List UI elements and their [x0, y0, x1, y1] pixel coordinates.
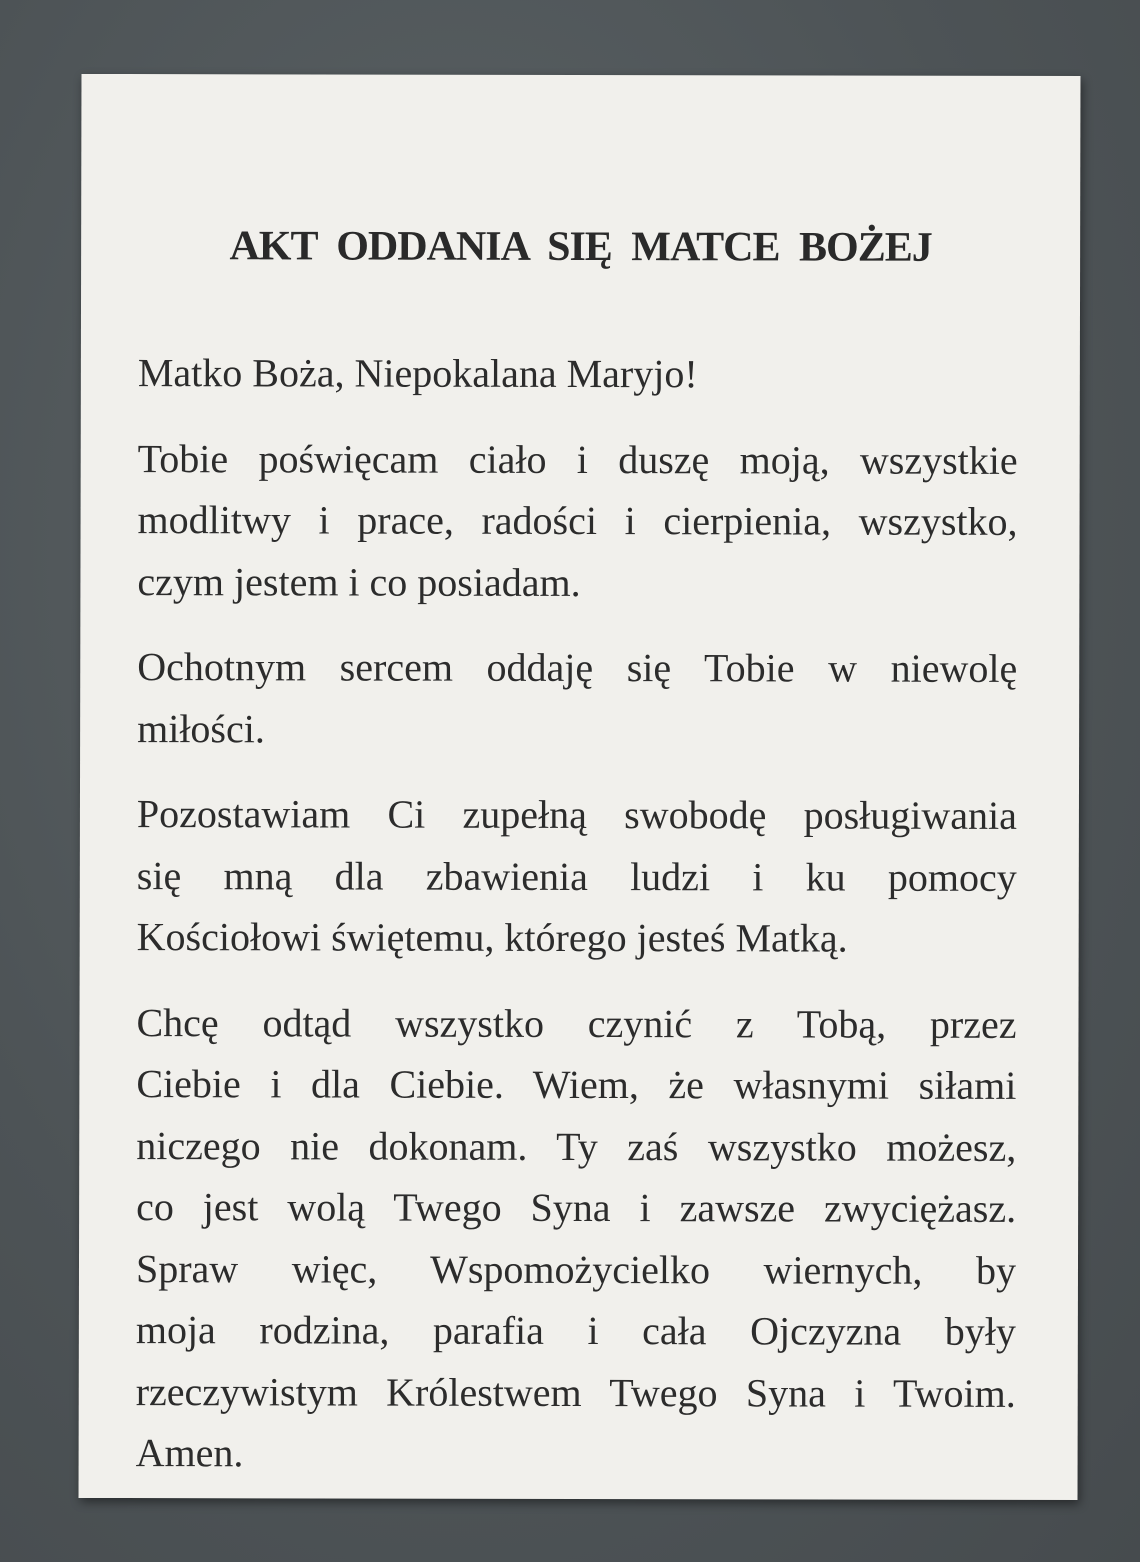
text-line: Chcę odtąd wszystko czynić z Tobą, przez: [136, 999, 1017, 1047]
text-line: Tobie poświęcam ciało i duszę moją, wszystkie: [137, 435, 1018, 483]
text-line: niczego nie dokonam. Ty zaś wszystko możesz,: [136, 1122, 1017, 1170]
text-line: się mną dla zbawienia ludzi i ku pomocy: [136, 852, 1017, 900]
text-line: Spraw więc, Wspomożycielko wiernych, by: [135, 1245, 1017, 1293]
text-line: Pozostawiam Ci zupełną swobodę posługiwania: [136, 791, 1017, 838]
paragraph-dedication: [137, 428, 1017, 614]
prayer-text: [135, 342, 1017, 1509]
text-line: rzeczywistym Królestwem Twego Syna i Twoim.: [135, 1368, 1016, 1416]
prayer-card: [79, 74, 1081, 1500]
paragraph-surrender: [137, 636, 1017, 761]
amen-line: Amen.: [135, 1430, 244, 1476]
text-line: czym jestem i co posiadam.: [137, 558, 581, 605]
prayer-title: AKT ODDANIA SIĘ MATCE BOŻEJ: [229, 223, 932, 271]
text-line: Matko Boża, Niepokalana Maryjo!: [137, 350, 698, 397]
text-line: moja rodzina, parafia i cała Ojczyzna były: [135, 1307, 1016, 1354]
text-line: miłości.: [137, 705, 265, 751]
text-line: co jest wolą Twego Syna i zawsze zwyciężasz.: [136, 1184, 1017, 1231]
paragraph-freedom: [137, 783, 1017, 969]
text-line: Ciebie i dla Ciebie. Wiem, że własnymi siłami: [136, 1061, 1017, 1108]
text-line: Ochotnym sercem oddaję się Tobie w niewolę: [137, 644, 1018, 691]
paragraph-invocation: [138, 342, 1018, 405]
text-line: modlitwy i prace, radości i cierpienia, wszystko,: [137, 497, 1018, 544]
text-line: Kościołowi świętemu, którego jesteś Matką.: [136, 914, 848, 961]
paragraph-petition: [136, 992, 1017, 1486]
